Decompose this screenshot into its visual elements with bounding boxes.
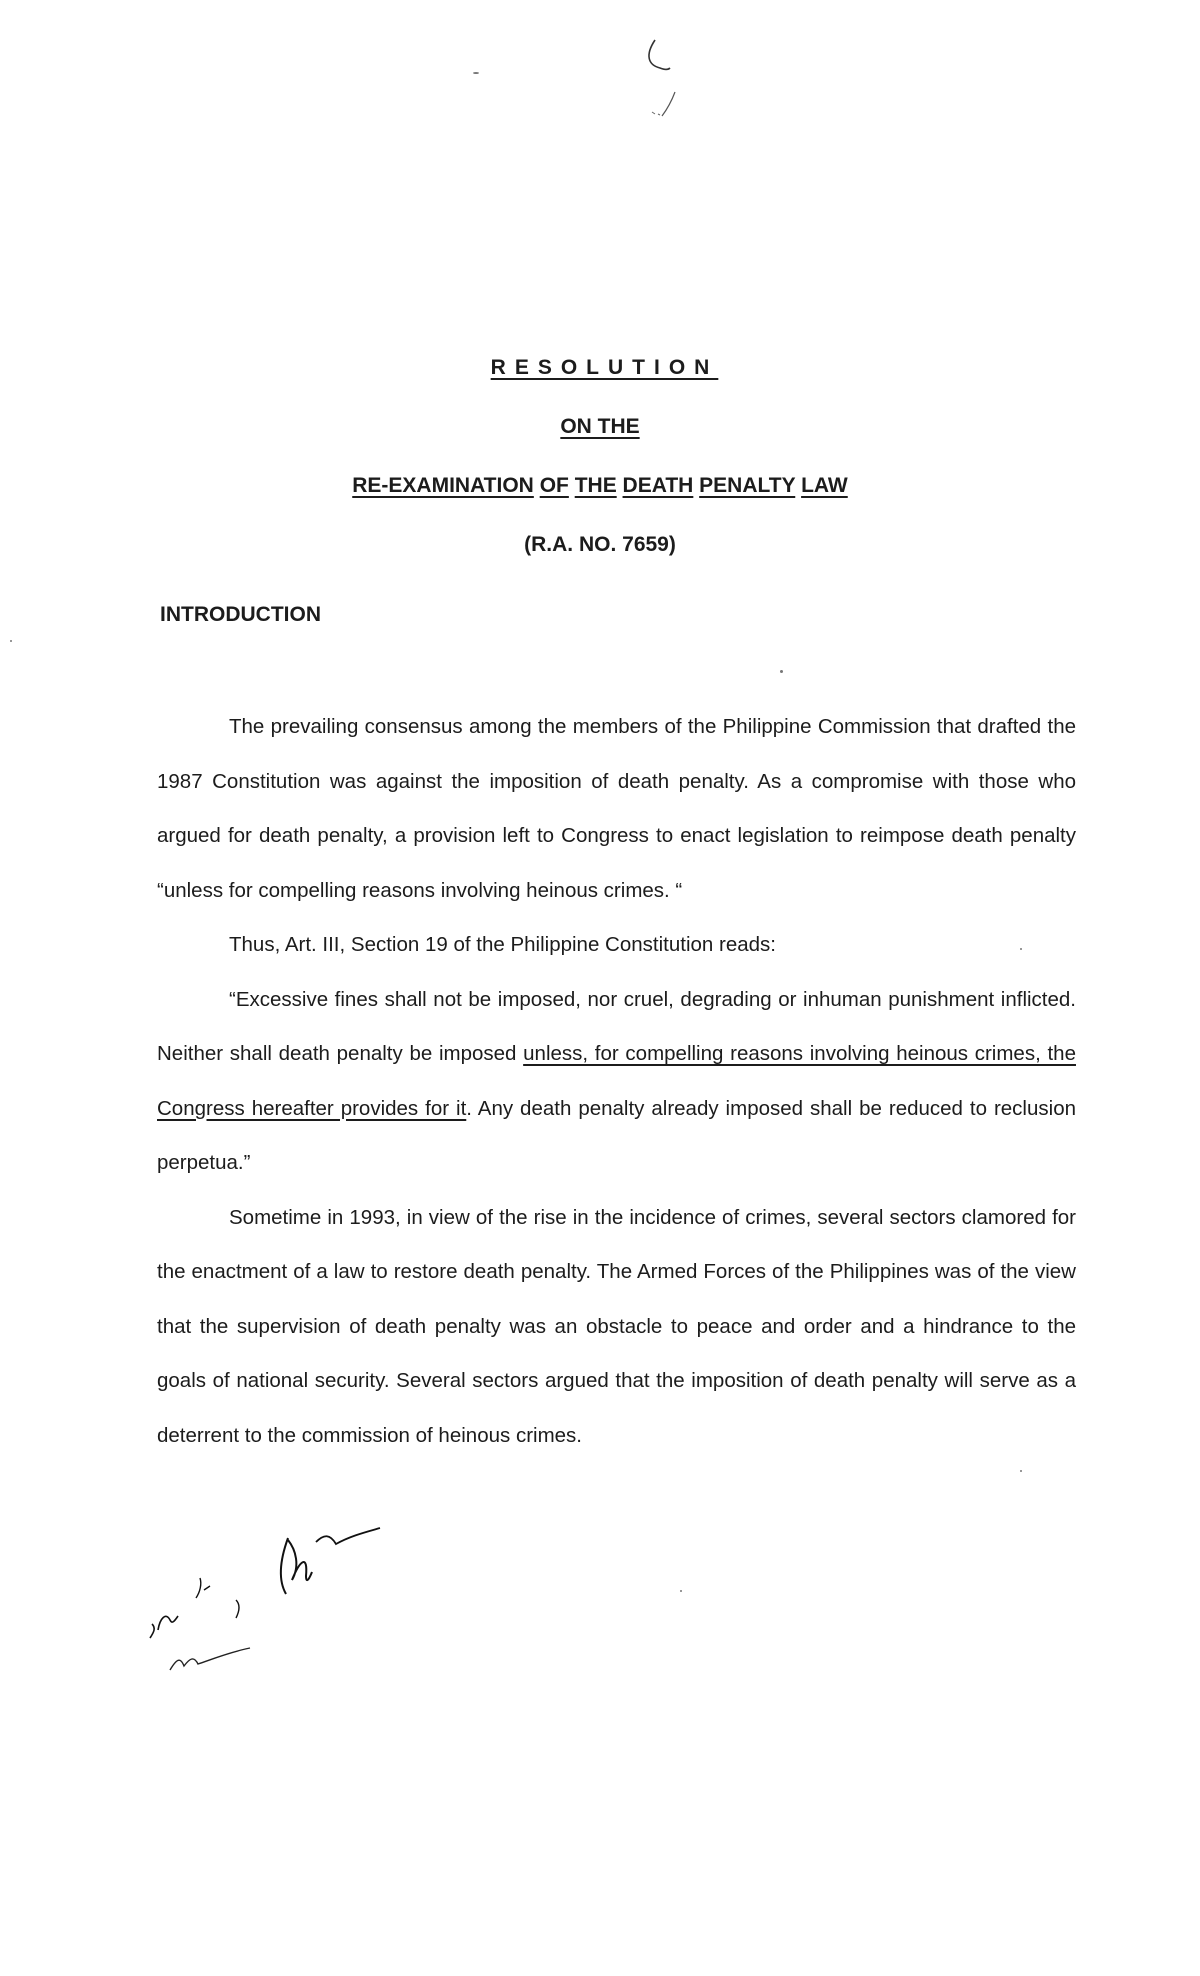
title-word: RE-EXAMINATION	[352, 474, 534, 497]
handwritten-mark	[630, 30, 710, 130]
scan-speck	[10, 640, 12, 642]
title-word: THE	[574, 474, 617, 497]
paragraph-consensus: The prevailing consensus among the members of the Philippine Commission that drafted the 1987 Constitution was against the imposition of death penalty. As a compromise with those who argued for death penalty, a provision left to Congress to enact legislation to reimpose death penalty “unless for compelling reasons involving heinous crimes. “	[157, 715, 1076, 902]
title-subject	[0, 456, 1200, 515]
quote-text-end: . Any death penalty already imposed shall be reduced to reclusion perpetua.”	[157, 1096, 1076, 1174]
scan-speck	[1020, 1470, 1022, 1472]
title-word: LAW	[801, 474, 848, 497]
scan-speck	[473, 72, 479, 74]
scan-speck	[680, 1590, 682, 1592]
title-resolution: RESOLUTION	[490, 356, 719, 379]
title-act-number: (R.A. NO. 7659)	[524, 533, 676, 556]
handwritten-signature	[140, 1520, 400, 1690]
title-on-the: ON THE	[560, 415, 640, 438]
quote-text-underlined: unless, for compelling reasons involving heinous crimes, the Congress hereafter provides for it	[157, 1042, 1076, 1120]
scan-speck	[780, 670, 783, 673]
title-block	[0, 338, 1200, 574]
paragraph-article-intro: Thus, Art. III, Section 19 of the Philippine Constitution reads:	[229, 933, 776, 956]
body-text	[157, 700, 1076, 1463]
paragraph-1993-context: Sometime in 1993, in view of the rise in the incidence of crimes, several sectors clamored for the enactment of a law to restore death penalty. The Armed Forces of the Philippines was of the view that the supervision of death penalty was an obstacle to peace and order and a hindrance to the goals of national security. Several sectors argued that the imposition of death penalty will serve as a deterrent to the commission of heinous crimes.	[157, 1205, 1076, 1447]
title-word: PENALTY	[699, 474, 796, 497]
section-heading-introduction: INTRODUCTION	[160, 603, 321, 626]
title-word: OF	[539, 474, 569, 497]
title-word: DEATH	[622, 474, 694, 497]
paragraph-constitution-quote	[157, 973, 1076, 1191]
quote-text-start: “Excessive fines shall not be imposed, nor cruel, degrading or inhuman punishment inflicted. Neither shall death penalty be imposed	[157, 987, 1076, 1065]
